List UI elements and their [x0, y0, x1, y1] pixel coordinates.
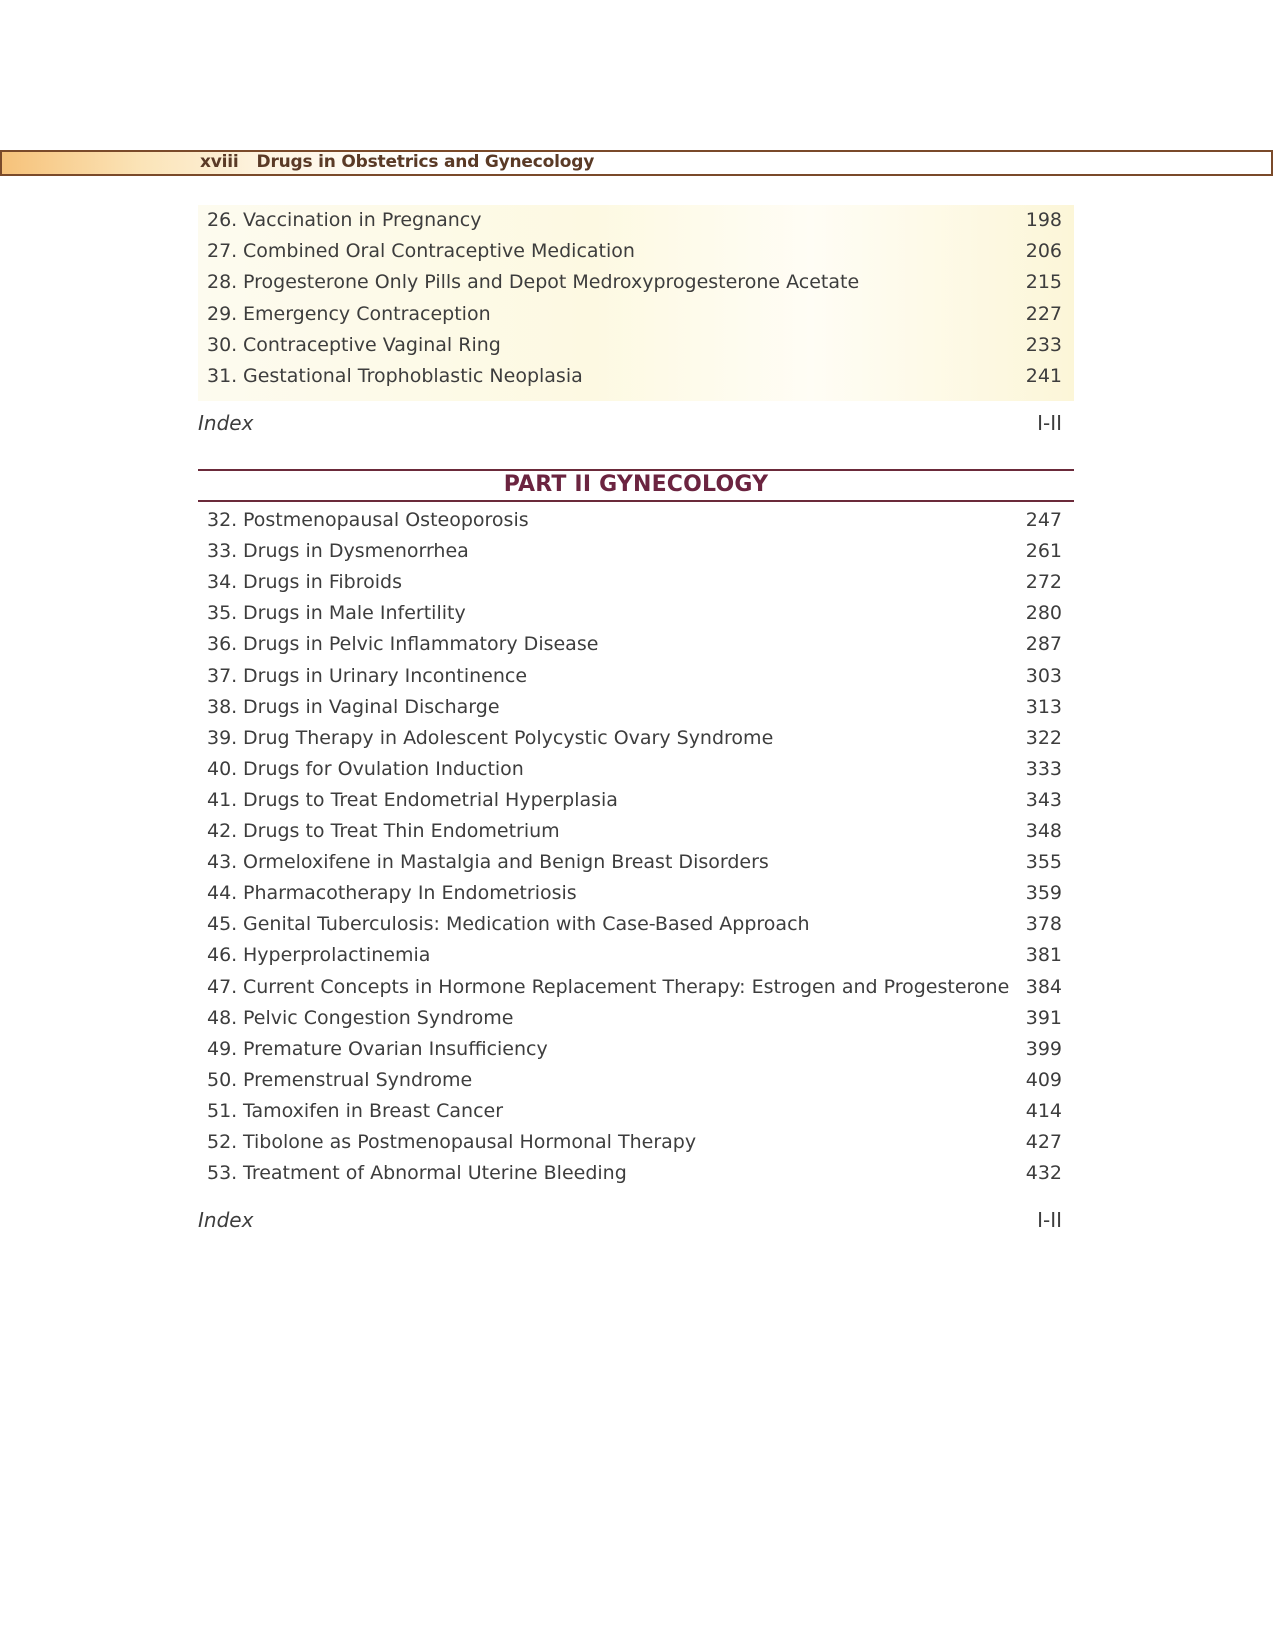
- toc-entry-title: Progesterone Only Pills and Depot Medroxyprogesterone Acetate: [243, 271, 860, 294]
- toc-entry: [198, 330, 1074, 361]
- toc-entry-page: 272: [1025, 571, 1062, 594]
- index-page: I-II: [1037, 1208, 1062, 1232]
- toc-entry-number: 32.: [207, 509, 238, 531]
- toc-entry-number: 37.: [207, 664, 238, 687]
- toc-entry-number: 53.: [207, 1162, 238, 1185]
- toc-entry-page: 414: [1025, 1099, 1062, 1122]
- toc-entry: [198, 536, 1074, 567]
- toc-entry: [198, 629, 1074, 660]
- toc-entry-title: Drugs to Treat Endometrial Hyperplasia: [243, 788, 618, 811]
- toc-entry-title: Tibolone as Postmenopausal Hormonal Therapy: [243, 1131, 697, 1153]
- toc-entry: [198, 1096, 1074, 1127]
- toc-entry-title: Tamoxifen in Breast Cancer: [243, 1099, 504, 1122]
- toc-entry-page: 427: [1025, 1131, 1062, 1153]
- toc-entry-page: 287: [1025, 633, 1062, 656]
- toc-entry-page: 241: [1025, 365, 1062, 387]
- toc-entry: [198, 754, 1074, 785]
- toc-entry-title: Drug Therapy in Adolescent Polycystic Ovary Syndrome: [243, 726, 774, 749]
- toc-entry-page: 359: [1025, 882, 1062, 905]
- toc-entry-page: 322: [1025, 726, 1062, 749]
- toc-entry: [198, 1003, 1074, 1034]
- toc-entry-number: 44.: [207, 882, 238, 905]
- running-header: [200, 151, 594, 173]
- toc-entry-title: Hyperprolactinemia: [243, 944, 431, 967]
- toc-entry-number: 35.: [207, 602, 238, 625]
- toc-entry: [198, 567, 1074, 598]
- toc-entry: [198, 723, 1074, 754]
- toc-entry: [198, 267, 1074, 298]
- part2-bottom-rule: [198, 500, 1074, 502]
- toc-entry-title: Pelvic Congestion Syndrome: [243, 1006, 514, 1029]
- toc-entry-page: 399: [1025, 1037, 1062, 1060]
- toc-entry: [198, 361, 1074, 392]
- toc-entry-number: 42.: [207, 820, 238, 842]
- toc-entry-title: Combined Oral Contraceptive Medication: [243, 240, 635, 263]
- header-book-title: Drugs in Obstetrics and Gynecology: [256, 152, 595, 172]
- toc-entry-page: 206: [1025, 240, 1062, 263]
- toc-entry-number: 46.: [207, 944, 238, 967]
- toc-entry-page: 391: [1025, 1006, 1062, 1029]
- toc-entry-page: 261: [1025, 540, 1062, 563]
- toc-entry-page: 384: [1025, 975, 1062, 998]
- toc-entry: [198, 236, 1074, 267]
- toc-part2-index: [198, 1205, 1074, 1236]
- toc-entry-number: 49.: [207, 1037, 238, 1060]
- toc-entry: [198, 878, 1074, 909]
- toc-entry: [198, 692, 1074, 723]
- toc-entry: [198, 598, 1074, 629]
- toc-entry-title: Ormeloxifene in Mastalgia and Benign Breast Disorders: [243, 851, 769, 874]
- toc-entry-title: Postmenopausal Osteoporosis: [243, 509, 529, 531]
- toc-entry-number: 47.: [207, 975, 238, 998]
- toc-entry: [198, 1127, 1074, 1158]
- toc-entry: [198, 505, 1074, 536]
- toc-entry-number: 29.: [207, 302, 238, 325]
- toc-entry: [198, 661, 1074, 692]
- toc-entry-title: Premenstrual Syndrome: [243, 1068, 473, 1091]
- toc-entry-page: 313: [1025, 695, 1062, 718]
- toc-entry-title: Vaccination in Pregnancy: [243, 209, 482, 231]
- toc-entry-title: Drugs in Urinary Incontinence: [243, 664, 528, 687]
- toc-entry-number: 30.: [207, 333, 238, 356]
- toc-entry-number: 33.: [207, 540, 238, 563]
- toc-entry-page: 343: [1025, 788, 1062, 811]
- toc-entry-title: Drugs in Pelvic Inflammatory Disease: [243, 633, 599, 656]
- toc-entry-page: 227: [1025, 302, 1062, 325]
- toc-part1-list: [198, 205, 1074, 401]
- toc-entry: [198, 816, 1074, 847]
- index-label: Index: [198, 411, 254, 435]
- part2-heading: PART II GYNECOLOGY: [503, 472, 769, 497]
- toc-entry-page: 381: [1025, 944, 1062, 967]
- toc-entry-page: 215: [1025, 271, 1062, 294]
- toc-entry: [198, 909, 1074, 940]
- toc-entry-page: 409: [1025, 1068, 1062, 1091]
- toc-entry-page: 233: [1025, 333, 1062, 356]
- running-header-band: [0, 150, 1273, 176]
- toc-entry-number: 48.: [207, 1006, 238, 1029]
- toc-entry-number: 40.: [207, 757, 238, 780]
- toc-entry: [198, 847, 1074, 878]
- toc-entry-page: 432: [1025, 1162, 1062, 1185]
- toc-entry-title: Premature Ovarian Insufficiency: [243, 1037, 548, 1060]
- toc-entry-title: Drugs for Ovulation Induction: [243, 757, 524, 780]
- toc-part1-index: [198, 408, 1074, 439]
- toc-entry-title: Drugs in Vaginal Discharge: [243, 695, 500, 718]
- toc-entry-page: 198: [1025, 209, 1062, 231]
- toc-entry: [198, 785, 1074, 816]
- toc-entry-number: 45.: [207, 913, 238, 936]
- toc-entry-page: 303: [1025, 664, 1062, 687]
- toc-entry-title: Emergency Contraception: [243, 302, 491, 325]
- toc-entry-number: 51.: [207, 1099, 238, 1122]
- toc-entry-number: 41.: [207, 788, 238, 811]
- toc-entry: [198, 1034, 1074, 1065]
- toc-entry-number: 34.: [207, 571, 238, 594]
- toc-entry-number: 52.: [207, 1131, 238, 1153]
- toc-entry-title: Drugs in Fibroids: [243, 571, 402, 594]
- toc-entry-number: 27.: [207, 240, 238, 263]
- toc-entry-number: 38.: [207, 695, 238, 718]
- toc-entry-title: Drugs to Treat Thin Endometrium: [243, 820, 560, 842]
- toc-entry-title: Drugs in Dysmenorrhea: [243, 540, 469, 563]
- toc-entry-page: 378: [1025, 913, 1062, 936]
- header-page-number: xviii: [200, 152, 239, 172]
- index-label: Index: [198, 1208, 254, 1232]
- toc-entry-page: 280: [1025, 602, 1062, 625]
- toc-entry: [198, 1065, 1074, 1096]
- toc-entry-title: Drugs in Male Infertility: [243, 602, 466, 625]
- toc-entry-title: Contraceptive Vaginal Ring: [243, 333, 501, 356]
- toc-entry-page: 333: [1025, 757, 1062, 780]
- toc-entry: [198, 940, 1074, 971]
- toc-entry-number: 39.: [207, 726, 238, 749]
- toc-entry: [198, 972, 1074, 1003]
- toc-entry-title: Pharmacotherapy In Endometriosis: [243, 882, 577, 905]
- toc-entry-page: 247: [1025, 509, 1062, 531]
- toc-entry-title: Treatment of Abnormal Uterine Bleeding: [243, 1162, 627, 1185]
- toc-entry-title: Genital Tuberculosis: Medication with Case-Based Approach: [243, 913, 810, 936]
- toc-entry: [198, 299, 1074, 330]
- toc-entry-number: 28.: [207, 271, 238, 294]
- toc-entry-title: Gestational Trophoblastic Neoplasia: [243, 365, 583, 387]
- toc-entry-number: 31.: [207, 365, 238, 387]
- toc-entry-title: Current Concepts in Hormone Replacement Therapy: Estrogen and Progesterone: [243, 975, 1010, 998]
- index-page: I-II: [1037, 411, 1062, 435]
- toc-entry: [198, 1158, 1074, 1189]
- toc-entry-number: 26.: [207, 209, 238, 231]
- toc-entry-number: 50.: [207, 1068, 238, 1091]
- toc-entry-page: 355: [1025, 851, 1062, 874]
- toc-entry-page: 348: [1025, 820, 1062, 842]
- toc-entry-number: 36.: [207, 633, 238, 656]
- toc-entry: [198, 205, 1074, 236]
- toc-entry-number: 43.: [207, 851, 238, 874]
